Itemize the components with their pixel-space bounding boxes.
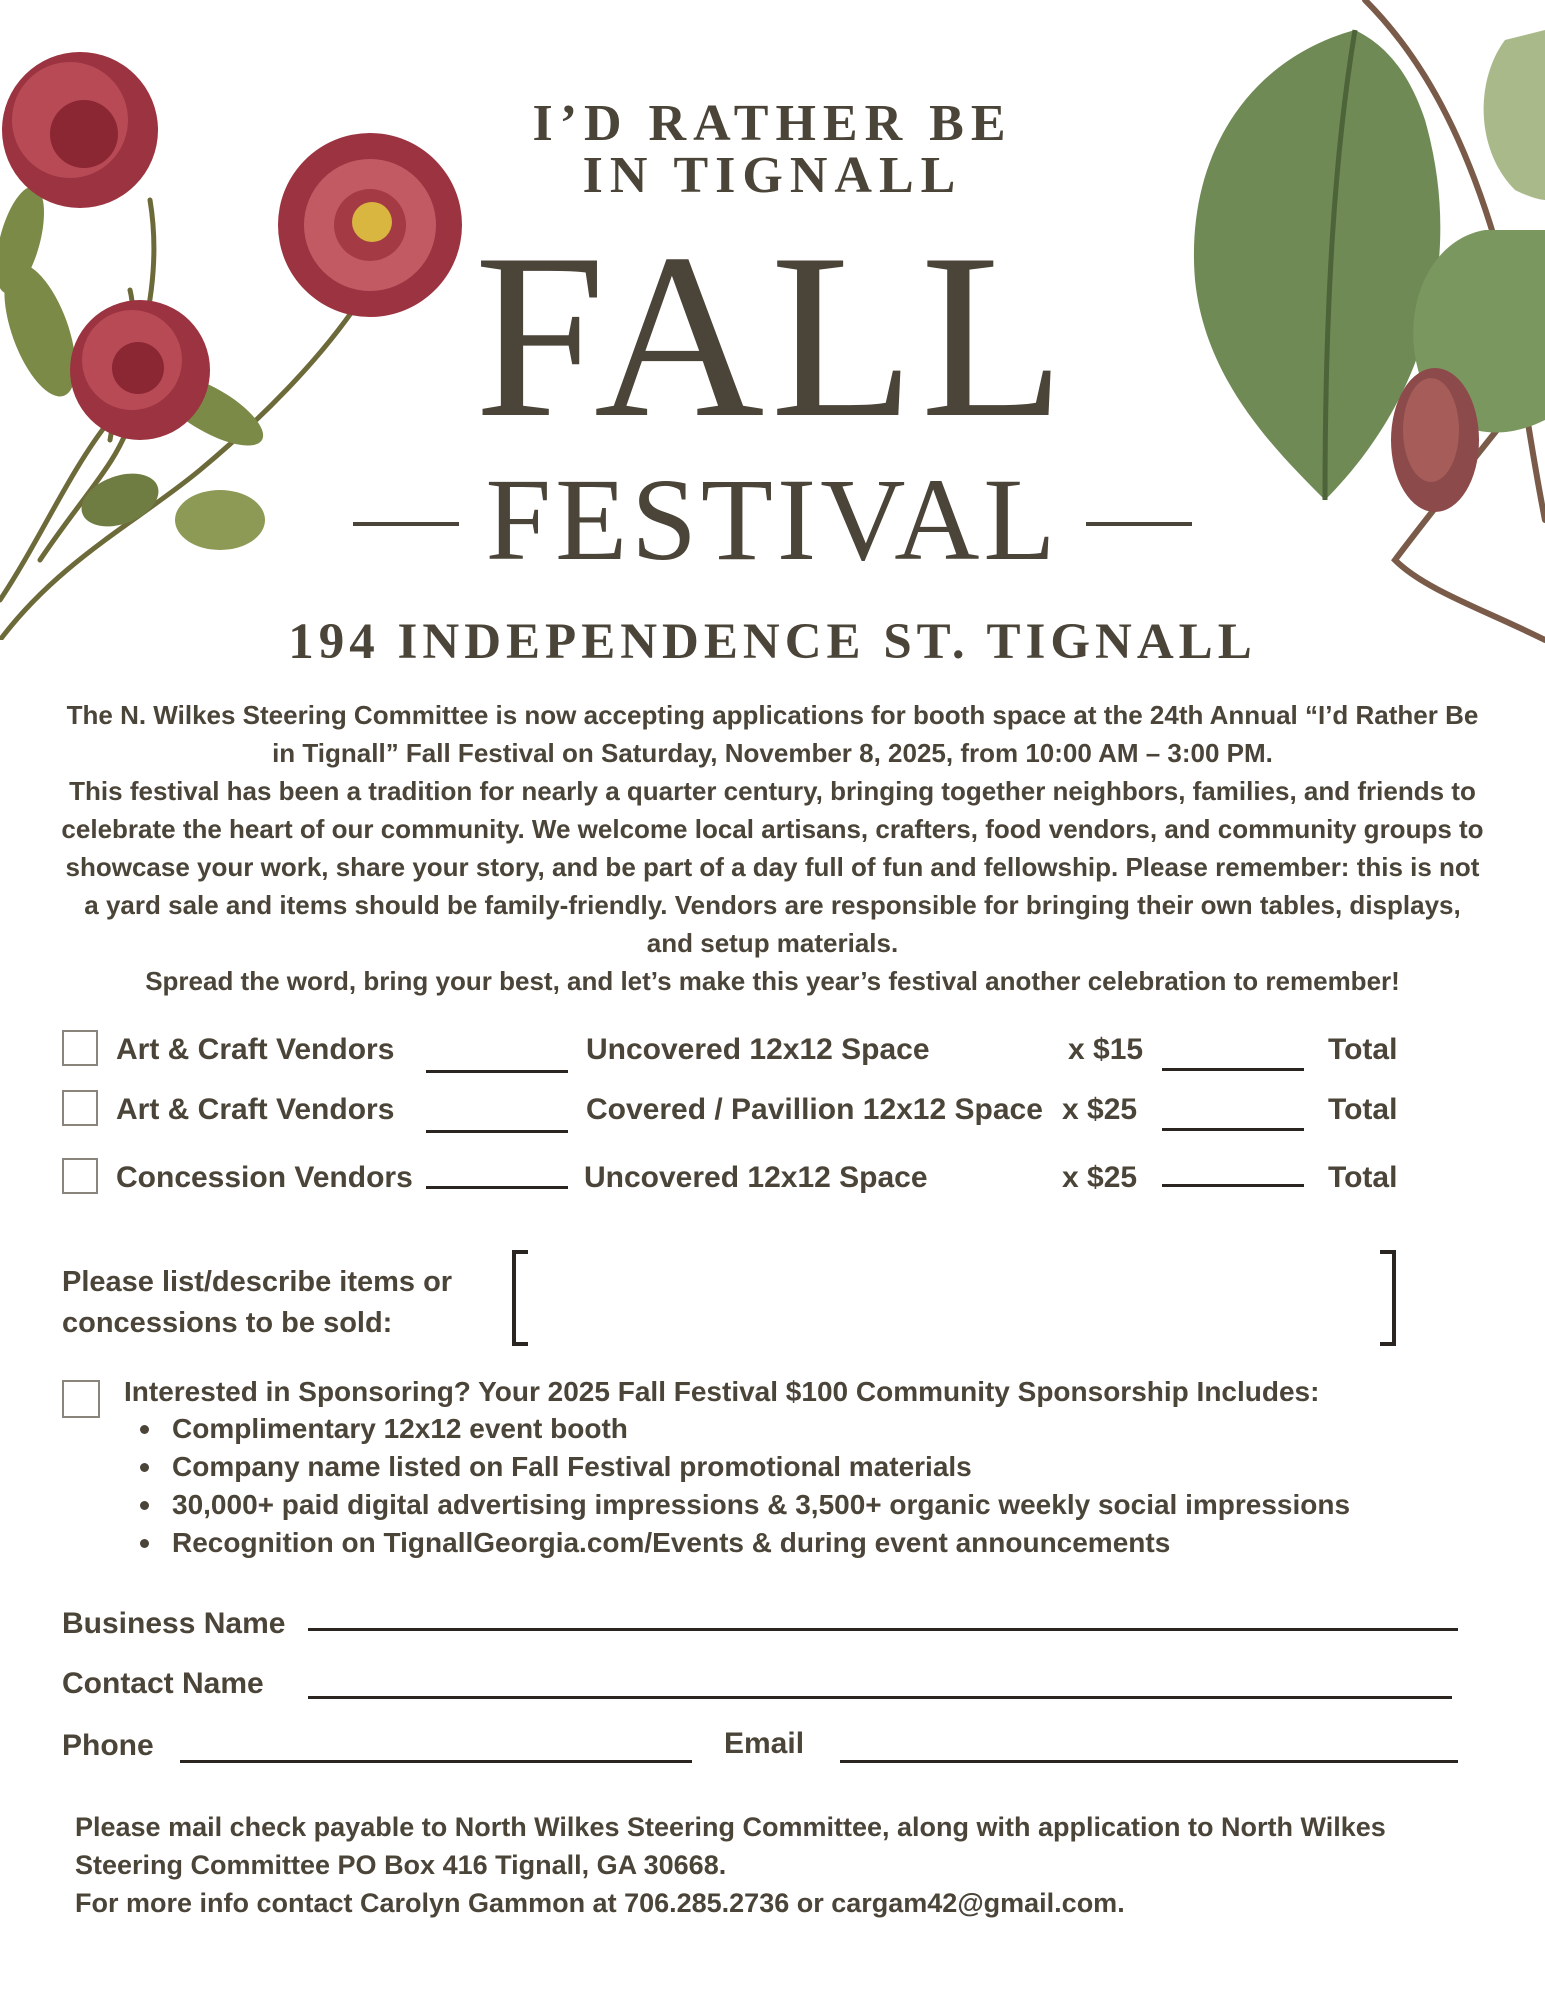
describe-label — [62, 1262, 452, 1344]
describe-field-left-bracket[interactable] — [512, 1250, 528, 1346]
contact-name-field[interactable] — [308, 1696, 1452, 1699]
vendor-total-label-2: Total — [1328, 1093, 1398, 1126]
vendor-space-3: Uncovered 12x12 Space — [584, 1161, 928, 1194]
list-item: Complimentary 12x12 event booth — [138, 1410, 1350, 1448]
address: 194 INDEPENDENCE ST. TIGNALL — [288, 614, 1257, 670]
vendor-space-2: Covered / Pavillion 12x12 Space — [586, 1093, 1043, 1126]
sponsorship-heading: Interested in Sponsoring? Your 2025 Fall Festival $100 Community Sponsorship Includes: — [124, 1376, 1320, 1407]
business-name-field[interactable] — [308, 1628, 1458, 1631]
vendor-qty-line-2[interactable] — [426, 1130, 568, 1133]
tagline-line-2: IN TIGNALL — [582, 147, 963, 204]
tagline-line-1: I’D RATHER BE — [532, 95, 1013, 152]
footer-line-2: Steering Committee PO Box 416 Tignall, GA 30668. — [75, 1850, 727, 1880]
vendor-type-3: Concession Vendors — [116, 1161, 413, 1194]
list-item: Company name listed on Fall Festival promotional materials — [138, 1448, 1350, 1486]
intro-paragraph-2: This festival has been a tradition for nearly a quarter century, bringing together neighbors, families, and friends to celebrate the heart of our community. We welcome local artisans, crafters, food vendors, and community groups to showcase your work, share your story, and be part of a day full of fun and fellowship. Please remember: this is not a yard sale and items should be family-friendly. Vendors are responsible for bringing their own tables, displays, and setup materials. — [61, 776, 1484, 958]
vendor-total-label-3: Total — [1328, 1161, 1398, 1194]
footer-line-1: Please mail check payable to North Wilkes Steering Committee, along with application to North Wilkes — [75, 1812, 1386, 1842]
vendor-row-3 — [62, 1158, 1482, 1202]
phone-label: Phone — [62, 1729, 154, 1762]
vendor-price-3: x $25 — [1062, 1161, 1138, 1194]
vendor-total-line-1[interactable] — [1162, 1068, 1304, 1071]
vendor-row-1 — [62, 1030, 1482, 1074]
vendor-qty-line-3[interactable] — [426, 1186, 568, 1189]
intro-text — [60, 696, 1485, 1000]
list-item: Recognition on TignallGeorgia.com/Events & during event announcements — [138, 1524, 1350, 1562]
vendor-total-label-1: Total — [1328, 1033, 1398, 1066]
vendor-price-1: x $15 — [1068, 1033, 1144, 1066]
describe-field-right-bracket[interactable] — [1380, 1250, 1396, 1346]
vendor-space-1: Uncovered 12x12 Space — [586, 1033, 930, 1066]
vendor-row-2 — [62, 1090, 1482, 1134]
sponsorship-benefits-list — [138, 1410, 1350, 1562]
title-festival: FESTIVAL — [485, 454, 1060, 585]
vendor-price-2: x $25 — [1062, 1093, 1138, 1126]
left-dash — [353, 522, 459, 526]
vendor-checkbox-2[interactable] — [62, 1090, 98, 1126]
title-festival-row — [0, 454, 1545, 585]
email-label: Email — [724, 1727, 805, 1760]
vendor-checkbox-1[interactable] — [62, 1030, 98, 1066]
describe-label-line-1: Please list/describe items or — [62, 1266, 453, 1298]
contact-name-label: Contact Name — [62, 1667, 264, 1700]
vendor-total-line-2[interactable] — [1162, 1128, 1304, 1131]
email-field[interactable] — [840, 1760, 1458, 1763]
vendor-total-line-3[interactable] — [1162, 1184, 1304, 1187]
title-fall: FALL — [474, 206, 1071, 467]
mailing-instructions — [75, 1808, 1495, 1922]
intro-paragraph-3: Spread the word, bring your best, and let’s make this year’s festival another celebration to remember! — [145, 966, 1400, 996]
sponsorship-checkbox[interactable] — [62, 1380, 100, 1418]
intro-paragraph-1: The N. Wilkes Steering Committee is now accepting applications for booth space at the 24th Annual “I’d Rather Be in Tignall” Fall Festival on Saturday, November 8, 2025, from 10:00 AM – 3:00 PM. — [66, 700, 1479, 768]
phone-field[interactable] — [180, 1760, 692, 1763]
vendor-qty-line-1[interactable] — [426, 1070, 568, 1073]
vendor-type-1: Art & Craft Vendors — [116, 1033, 395, 1066]
footer-line-3: For more info contact Carolyn Gammon at 706.285.2736 or cargam42@gmail.com. — [75, 1888, 1125, 1918]
business-name-label: Business Name — [62, 1607, 286, 1640]
describe-label-line-2: concessions to be sold: — [62, 1307, 393, 1339]
vendor-type-2: Art & Craft Vendors — [116, 1093, 395, 1126]
list-item: 30,000+ paid digital advertising impressions & 3,500+ organic weekly social impressions — [138, 1486, 1350, 1524]
right-dash — [1086, 522, 1192, 526]
vendor-checkbox-3[interactable] — [62, 1158, 98, 1194]
